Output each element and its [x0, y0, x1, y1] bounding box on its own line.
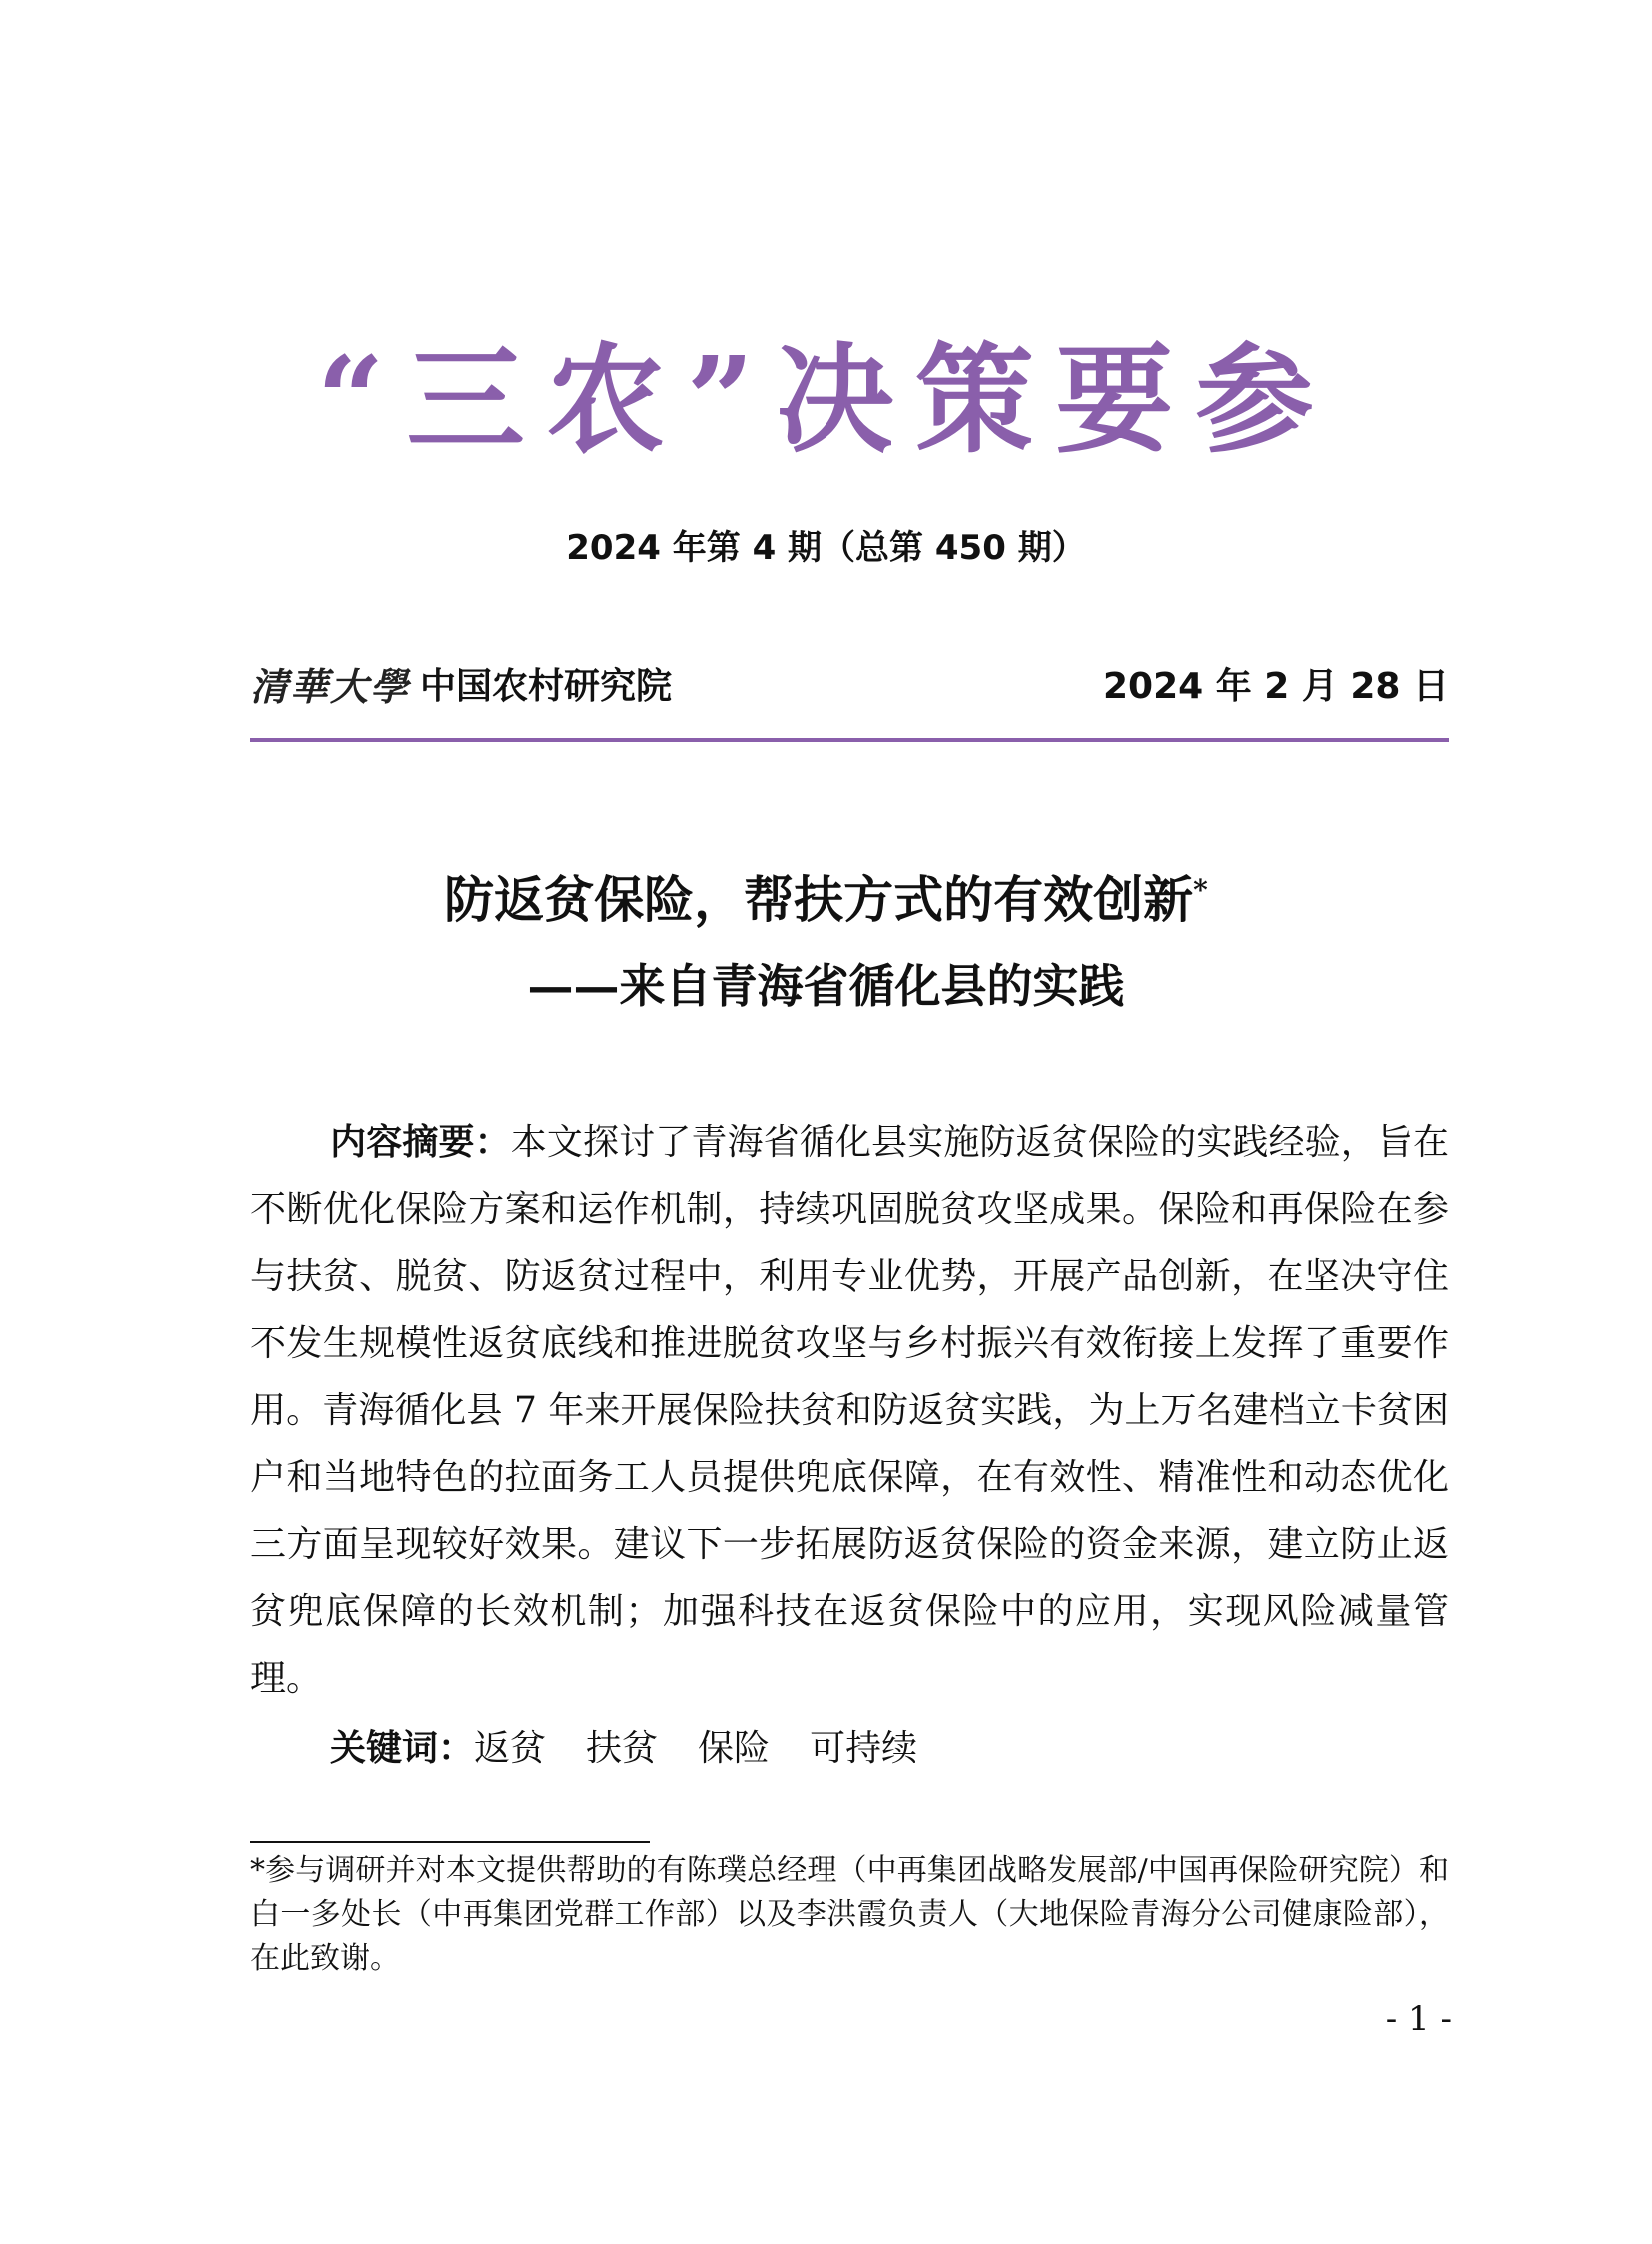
- keyword: 可持续: [810, 1728, 918, 1769]
- title-footnote-mark: *: [1193, 873, 1208, 907]
- header-row: [250, 656, 1449, 716]
- issue-number: 2024 年第 4 期（总第 450 期）: [566, 528, 1086, 568]
- footnote: *参与调研并对本文提供帮助的有陈璞总经理（中再集团战略发展部/中国再保险研究院）和白一多处长（中再集团党群工作部）以及李洪霞负责人（大地保险青海分公司健康险部），在此致谢。: [250, 1853, 1449, 1976]
- keywords-label: 关键词：: [330, 1728, 475, 1769]
- article-title-text: 防返贫保险，帮扶方式的有效创新: [444, 870, 1194, 929]
- footnote-divider: [250, 1841, 650, 1843]
- keyword: 返贫: [474, 1728, 547, 1769]
- masthead-title: “三农”决策要参: [316, 330, 1336, 469]
- article-subtitle: ——来自青海省循化县的实践: [527, 959, 1125, 1013]
- keyword: 扶贫: [586, 1728, 659, 1769]
- abstract-label: 内容摘要：: [330, 1122, 511, 1163]
- publication-date: 2024 年 2 月 28 日: [1102, 666, 1449, 707]
- abstract-paragraph: [250, 1110, 1449, 1712]
- institute-name: 中国农村研究院: [420, 666, 673, 707]
- header-divider: [250, 738, 1449, 742]
- keyword: 保险: [698, 1728, 771, 1769]
- keywords-line: [250, 1715, 1449, 1782]
- article-title: [0, 860, 1652, 932]
- university-logo: 清華大學: [250, 664, 411, 709]
- abstract-text: 本文探讨了青海省循化县实施防返贫保险的实践经验，旨在不断优化保险方案和运作机制，持续巩固脱贫攻坚成果。保险和再保险在参与扶贫、脱贫、防返贫过程中，利用专业优势，开展产品创新，在坚决守住不发生规模性返贫底线和推进脱贫攻坚与乡村振兴有效衔接上发挥了重要作用。青海循化县 7 年来开展保险扶贫和防返贫实践，为上万名建档立卡贫困户和当地特色的拉面务工人员提供兜底保障，在有效性、精准性和动态优化三方面呈现较好效果。建议下一步拓展防返贫保险的资金来源，建立防止返贫兜底保障的长效机制；加强科技在返贫保险中的应用，实现风险减量管理。: [250, 1122, 1449, 1699]
- page-number: - 1 -: [1385, 1999, 1452, 2039]
